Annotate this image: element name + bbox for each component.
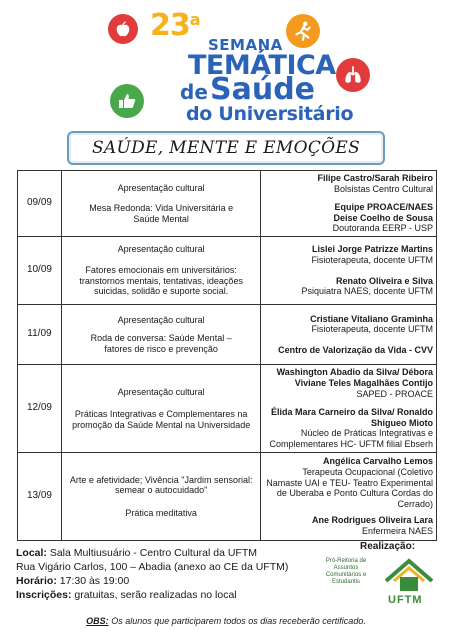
title-saude: Saúde	[210, 72, 316, 107]
observation-note	[0, 616, 452, 626]
row-speakers	[261, 171, 437, 237]
schedule-table	[17, 170, 437, 541]
title-semana: SEMANA	[208, 36, 283, 54]
local-label: Local:	[16, 547, 47, 559]
row-date: 09/09	[18, 171, 62, 237]
activity: Prática meditativa	[125, 507, 197, 518]
row-activities	[61, 171, 261, 237]
speaker-name: Lislei Jorge Patrizze Martins	[311, 244, 433, 255]
speaker-role: Enfermeira NAES	[361, 525, 433, 536]
row-activities	[61, 237, 261, 305]
table-row	[18, 237, 437, 305]
table-row	[18, 171, 437, 237]
horario-label: Horário:	[16, 575, 57, 587]
row-speakers	[261, 365, 437, 453]
row-speakers	[261, 305, 437, 365]
speaker-name: Cristiane Vitaliano Graminha	[310, 313, 433, 324]
row-date: 10/09	[18, 237, 62, 305]
activity: Mesa Redonda: Vida Universitária e Saúde Mental	[89, 203, 234, 224]
speaker-role: Fisioterapeuta, docente UFTM	[311, 324, 433, 335]
row-date: 11/09	[18, 305, 62, 365]
activity: Apresentação cultural	[117, 244, 205, 255]
speaker-role: Doutoranda EERP - USP	[332, 223, 433, 234]
title-de: de	[180, 80, 208, 104]
edition-number: 23$^a$	[150, 8, 200, 43]
speaker-name: Filipe Castro/Sarah Ribeiro	[317, 173, 433, 184]
table-row	[18, 365, 437, 453]
address: Rua Vigário Carlos, 100 – Abadia (anexo ao CE da UFTM)	[16, 561, 289, 573]
uftm-logo-text: UFTM	[388, 594, 423, 606]
speaker-name: Equipe PROACE/NAES	[334, 202, 433, 213]
speaker-name: Élida Mara Carneiro da Silva/ Ronaldo Shigueo Mioto	[270, 407, 433, 428]
title-universitario: do Universitário	[186, 103, 354, 125]
speaker-name: Renato Oliveira e Silva	[335, 275, 433, 286]
speaker-name: Angélica Carvalho Lemos	[322, 456, 433, 467]
speaker-name: Washington Abadio da Silva/ Débora Viviane Teles Magalhães Contijo	[276, 367, 433, 389]
realizacao-label: Realização:	[360, 541, 416, 552]
title-tematica: TEMÁTICA	[188, 50, 336, 81]
row-speakers	[261, 237, 437, 305]
activity: Práticas Integrativas e Complementares na promoção da Saúde Mental na Universidade	[72, 409, 251, 430]
obs-text: Os alunos que participarem todos os dias receberão certificado.	[111, 616, 366, 626]
speaker-name: Deise Coelho de Sousa	[333, 212, 433, 223]
lungs-icon	[336, 58, 370, 92]
activity: Roda de conversa: Saúde Mental – fatores de risco e prevenção	[90, 333, 232, 354]
speaker-role: SAPED - PROACE	[356, 388, 433, 399]
activity: Apresentação cultural	[117, 314, 205, 325]
activity: Fatores emocionais em universitários: transtornos mentais, tentativas, ideações suicidas, solidão e suporte social.	[79, 264, 243, 297]
activity: Apresentação cultural	[117, 386, 205, 397]
speaker-role: Núcleo de Práticas Integrativas e Complementares HC- UFTM filial Ebserh	[269, 428, 433, 449]
row-speakers	[261, 453, 437, 541]
pro-reitoria-logo: Pró-Reitoria de Assuntos Comunitários e Estudantis	[325, 558, 367, 585]
row-date: 12/09	[18, 365, 62, 453]
event-logo	[0, 0, 452, 128]
horario-value: 17:30 às 19:00	[59, 575, 130, 587]
table-row	[18, 305, 437, 365]
event-info	[16, 546, 288, 602]
row-activities	[61, 453, 261, 541]
inscricoes-label: Inscrições:	[16, 589, 72, 601]
obs-label: OBS:	[86, 616, 109, 626]
activity: Apresentação cultural	[117, 182, 205, 193]
row-date: 13/09	[18, 453, 62, 541]
speaker-role: Psiquiatra NAES, docente UFTM	[301, 286, 433, 297]
local-value: Sala Multiusuário - Centro Cultural da UFTM	[49, 547, 257, 559]
thumbs-up-icon	[110, 84, 144, 118]
row-activities	[61, 365, 261, 453]
apple-icon	[108, 14, 138, 44]
speaker-name: Ane Rodrigues Oliveira Lara	[311, 515, 433, 526]
runner-icon	[286, 14, 320, 48]
theme-title: SAÚDE, MENTE E EMOÇÕES	[91, 138, 361, 158]
activity: Arte e afetividade; Vivência "Jardim sensorial: semear o autocuidado"	[69, 474, 253, 496]
table-row	[18, 453, 437, 541]
row-activities	[61, 305, 261, 365]
speaker-role: Bolsistas Centro Cultural	[333, 183, 433, 194]
inscricoes-value: gratuitas, serão realizadas no local	[74, 589, 237, 601]
speaker-name: Centro de Valorização da Vida - CVV	[278, 344, 433, 355]
speaker-role: Terapeuta Ocupacional (Coletivo Namaste UAI e TEU- Teatro Experimental de Uberaba e Ponto Cultura Cordas do Cerrado)	[266, 467, 433, 509]
theme-banner	[67, 131, 385, 165]
speaker-role: Fisioterapeuta, docente UFTM	[311, 254, 433, 265]
